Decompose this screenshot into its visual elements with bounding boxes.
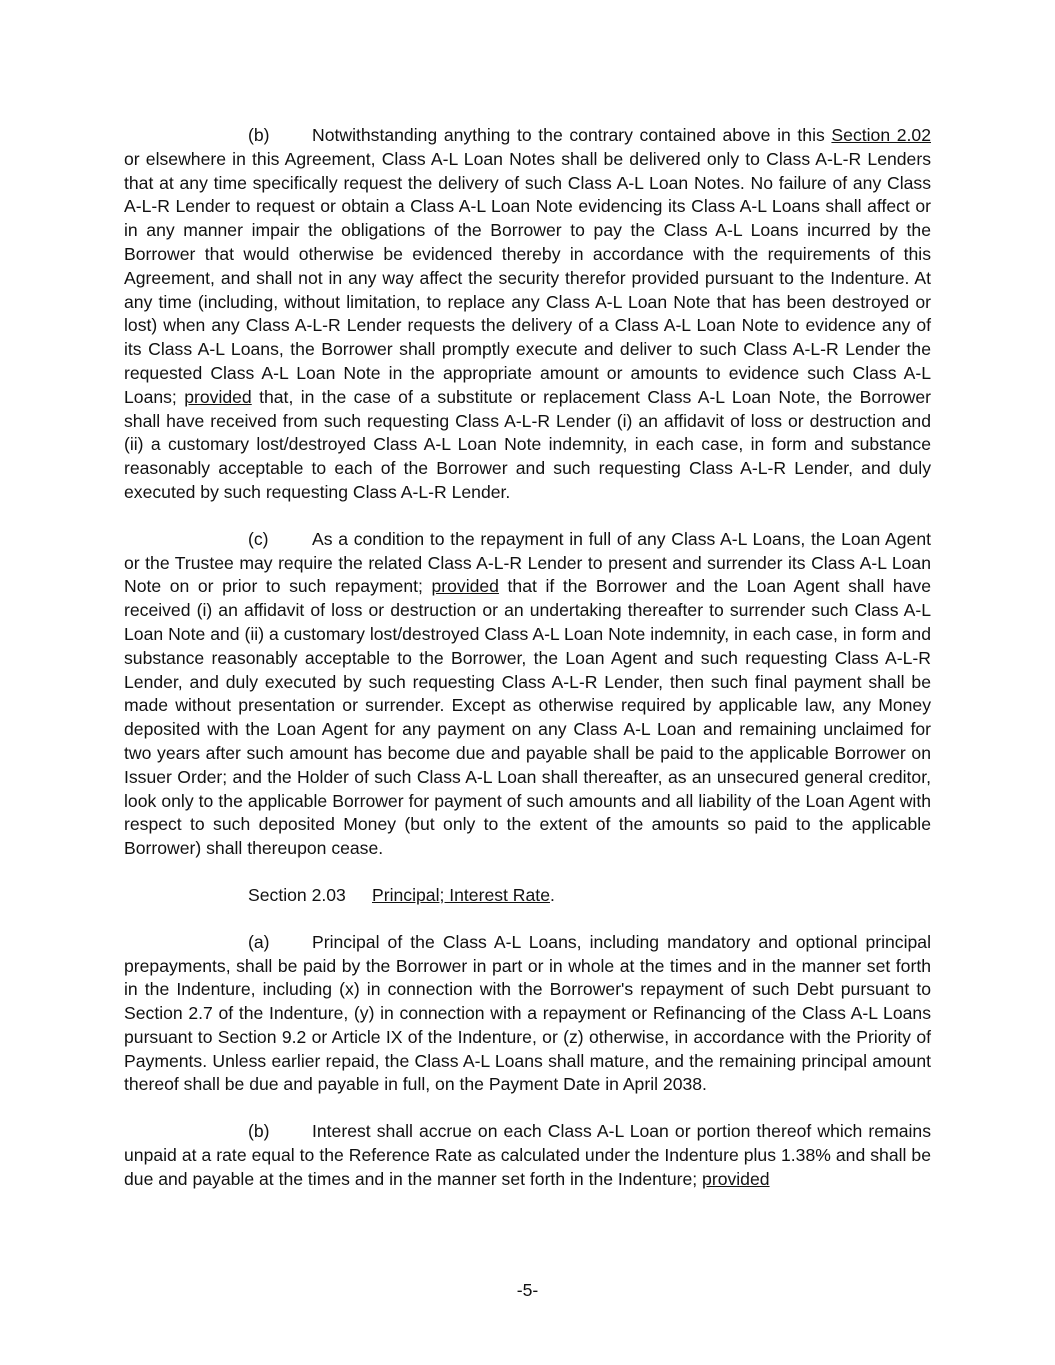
paragraph-marker: (b) xyxy=(248,1121,270,1142)
document-page xyxy=(124,124,931,1215)
paragraph-text: Principal of the Class A-L Loans, including mandatory and optional principal prepayments, shall be paid by the Borrower in part or in whole at the times and in the manner set forth in the Indenture, including (x) in connection with the Borrower's repayment of such Debt pursuant to Section 2.7 of the Indenture, (y) in connection with a repayment or Refinancing of the Class A-L Loans pursuant to Section 9.2 or Article IX of the Indenture, or (z) otherwise, in accordance with the Priority of Payments. Unless earlier repaid, the Class A-L Loans shall mature, and the remaining principal amount thereof shall be due and payable in full, on the Payment Date in April 2038. xyxy=(124,931,931,1095)
proviso-term: provided xyxy=(184,386,252,407)
paragraph-2-02-b xyxy=(124,124,931,505)
paragraph-2-03-a xyxy=(124,931,931,1098)
paragraph-text: or elsewhere in this Agreement, Class A-L Loan Notes shall be delivered only to Class A-L-R Lenders that at any time specifically request the delivery of such Class A-L Loan Notes. No failure of any Class A-L-R Lender to request or obtain a Class A-L Loan Note evidencing its Class A-L Loans shall affect or in any manner impair the obligations of the Borrower to pay the Class A-L Loans incurred by the Borrower that would otherwise be evidenced thereby in accordance with the requirements of this Agreement, and shall not in any way affect the security therefor provided pursuant to the Indenture. At any time (including, without limitation, to replace any Class A-L Loan Note that has been destroyed or lost) when any Class A-L-R Lender requests the delivery of a Class A-L Loan Note to evidence any of its Class A-L Loans, the Borrower shall promptly execute and deliver to such Class A-L-R Lender the requested Class A-L Loan Note in the appropriate amount or amounts to evidence such Class A-L Loans; xyxy=(124,148,931,407)
section-number: Section 2.03 xyxy=(248,884,346,905)
paragraph-marker: (c) xyxy=(248,528,269,549)
paragraph-text: Interest shall accrue on each Class A-L Loan or portion thereof which remains unpaid at a rate equal to the Reference Rate as calculated under the Indenture plus 1.38% and shall be due and payable at the times and in the manner set forth in the Indenture; xyxy=(124,1121,931,1189)
section-title-period: . xyxy=(549,884,555,905)
paragraph-marker: (b) xyxy=(248,125,270,145)
paragraph-text: As a condition to the repayment in full of any Class A-L Loans, the Loan Agent or the Trustee may require the related Class A-L-R Lender to present and surrender its Class A-L Loan Note on or prior to such repayment; xyxy=(124,528,931,597)
paragraph-2-03-b xyxy=(124,1120,931,1191)
paragraph-marker: (a) xyxy=(248,931,270,952)
paragraph-text: that if the Borrower and the Loan Agent shall have received (i) an affidavit of loss or destruction or an undertaking thereafter to surrender such Class A-L Loan Note and (ii) a customary lost/destroyed Class A-L Loan Note indemnity, in each case, in form and substance reasonably acceptable to the Borrower, the Loan Agent and such requesting Class A-L-R Lender, and duly executed by such requesting Class A-L-R Lender, then such final payment shall be made without presentation or surrender. Except as otherwise required by applicable law, any Money deposited with the Loan Agent for any payment on any Class A-L Loan and remaining unclaimed for two years after such amount has become due and payable shall be paid to the applicable Borrower on Issuer Order; and the Holder of such Class A-L Loan shall thereafter, as an unsecured general creditor, look only to the applicable Borrower for payment of such amounts and all liability of the Loan Agent with respect to such deposited Money (but only to the extent of the amounts so paid to the applicable Borrower) shall thereupon cease. xyxy=(124,576,931,859)
page-number: -5- xyxy=(516,1280,539,1300)
paragraph-text: that, in the case of a substitute or replacement Class A-L Loan Note, the Borrower shall have received from such requesting Class A-L-R Lender (i) an affidavit of loss or destruction and (ii) a customary lost/destroyed Class A-L Loan Note indemnity, in each case, in form and substance reasonably acceptable to each of the Borrower and such requesting Class A-L-R Lender, and duly executed by such requesting Class A-L-R Lender. xyxy=(124,386,931,502)
paragraph-text: Notwithstanding anything to the contrary contained above in this xyxy=(312,125,832,145)
paragraph-2-02-c xyxy=(124,528,931,861)
section-reference-link: Section 2.02 xyxy=(831,125,931,145)
section-heading-2-03 xyxy=(124,884,931,908)
section-title: Principal; Interest Rate xyxy=(372,884,550,905)
proviso-term: provided xyxy=(431,576,499,597)
proviso-term: provided xyxy=(702,1168,770,1189)
